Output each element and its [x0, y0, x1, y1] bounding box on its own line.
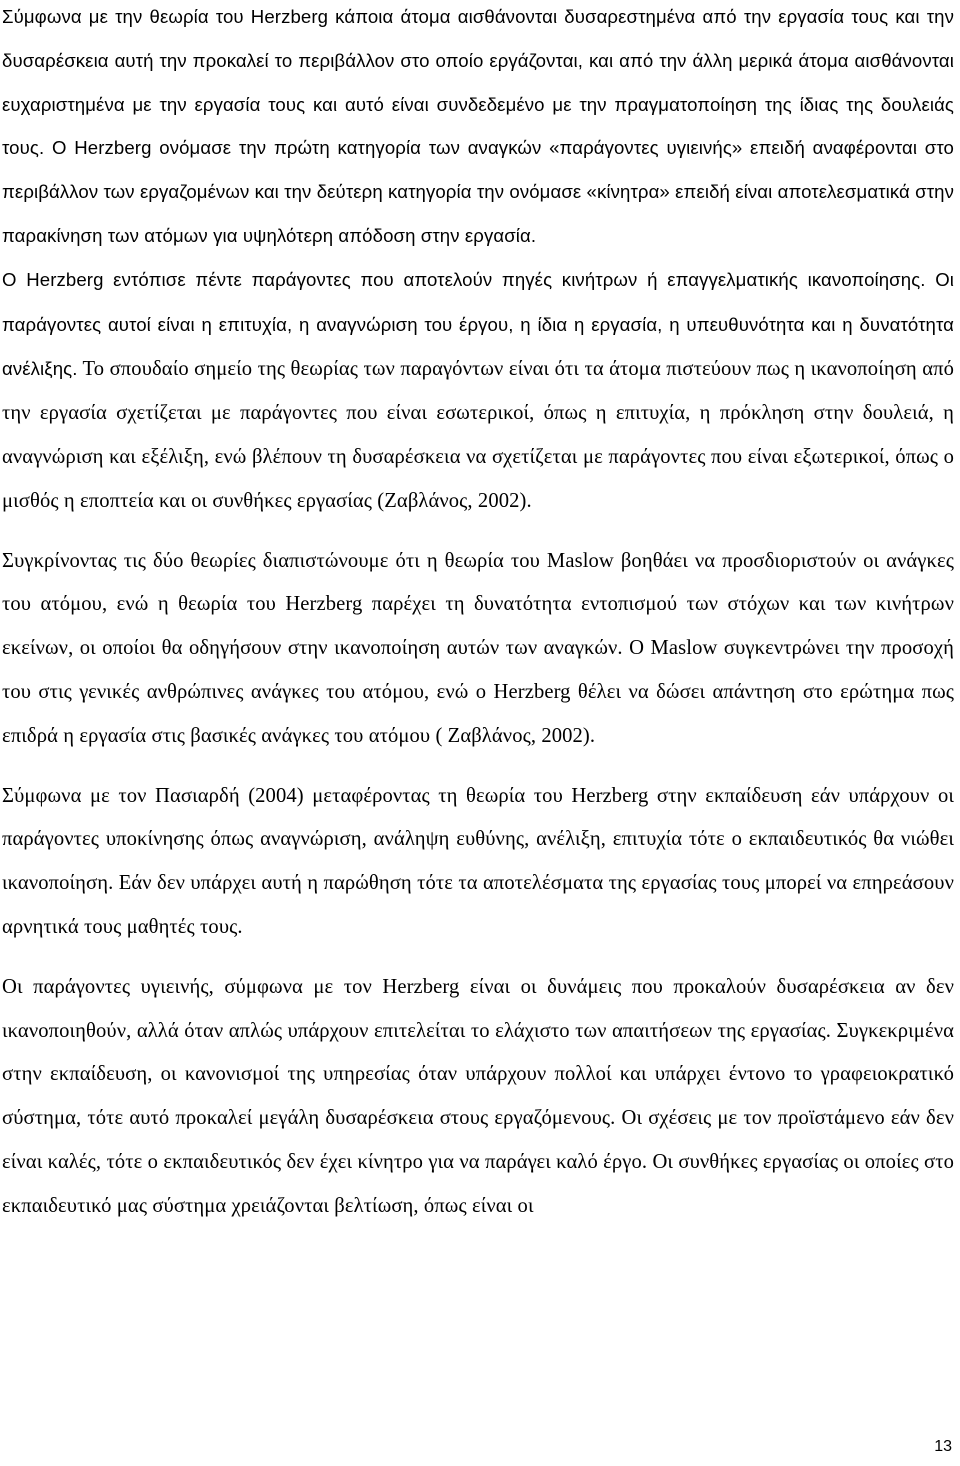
paragraph-hygiene-factors: [2, 966, 954, 1229]
paragraph-text: Σύμφωνα με την θεωρία του Herzberg κάποια άτομα αισθάνονται δυσαρεστημένα από την εργασία τους και την δυσαρέσκεια αυτή την προκαλεί το περιβάλλον στο οποίο εργάζονται, και από την άλλη μερικά άτομα αισθάνονται ευχαριστημένα με την εργασία τους και αυτό είναι συνδεδεμένο με την πραγματοποίηση της ίδιας της δουλειάς τους. Ο Herzberg ονόμασε την πρώτη κατηγορία των αναγκών «παράγοντες υγιεινής» επειδή αναφέρονται στο περιβάλλον των εργαζομένων και την δεύτερη κατηγορία την ονόμασε «κίνητρα» επειδή είναι αποτελεσματικά στην παρακίνηση των ατόμων για υψηλότερη απόδοση στην εργασία.: [2, 6, 954, 246]
page-number: 13: [934, 1438, 952, 1455]
paragraph-text: Συγκρίνοντας τις δύο θεωρίες διαπιστώνουμε ότι η θεωρία του Maslow βοηθάει να προσδιοριστούν οι ανάγκες του ατόμου, ενώ η θεωρία του Herzberg παρέχει τη δυνατότητα εντοπισμού των στόχων και των κινήτρων εκείνων, οι οποίοι θα οδηγήσουν στην ικανοποίηση αυτών των αναγκών. Ο Maslow συγκεντρώνει την προσοχή του στις γενικές ανθρώπινες ανάγκες του ατόμου, ενώ ο Herzberg θέλει να δώσει απάντηση στο ερώτημα πως επιδρά η εργασία στις βασικές ανάγκες του ατόμου ( Ζαβλάνος, 2002).: [2, 549, 954, 747]
document-body: [2, 0, 954, 1229]
paragraph-theory-comparison: [2, 540, 954, 759]
paragraph-text-serif: Το σπουδαίο σημείο της θεωρίας των παραγόντων είναι ότι τα άτομα πιστεύουν πως η ικανοποίηση από την εργασία σχετίζεται με παράγοντες που είναι εσωτερικοί, όπως η επιτυχία, η πρόκληση στην δουλειά, η αναγνώριση και εξέλιξη, ενώ βλέπουν τη δυσαρέσκεια να σχετίζεται με παράγοντες που είναι εξωτερικοί, όπως ο μισθός η εποπτεία και οι συνθήκες εργασίας (Ζαβλάνος, 2002).: [2, 358, 954, 512]
paragraph-text: Σύμφωνα με τον Πασιαρδή (2004) μεταφέροντας τη θεωρία του Herzberg στην εκπαίδευση εάν υπάρχουν οι παράγοντες υποκίνησης όπως αναγνώριση, ανάληψη ευθύνης, ανέλιξη, επιτυχία τότε ο εκπαιδευτικός θα νιώθει ικανοποίηση. Εάν δεν υπάρχει αυτή η παρώθηση τότε τα αποτελέσματα της εργασίας τους μπορεί να επηρεάσουν αρνητικά τους μαθητές τους.: [2, 784, 954, 938]
paragraph-text: Οι παράγοντες υγιεινής, σύμφωνα με τον Herzberg είναι οι δυνάμεις που προκαλούν δυσαρέσκεια αν δεν ικανοποιηθούν, αλλά όταν απλώς υπάρχουν επιτελείται το ελάχιστο των απαιτήσεων της εργασίας. Συγκεκριμένα στην εκπαίδευση, οι κανονισμοί της υπηρεσίας όταν υπάρχουν πολλοί και υπάρχει έντονο το γραφειοκρατικό σύστημα, τότε αυτό προκαλεί μεγάλη δυσαρέσκεια στους εργαζόμενους. Οι σχέσεις με τον προϊστάμενο εάν δεν είναι καλές, τότε ο εκπαιδευτικός δεν έχει κίνητρο για να παράγει καλό έργο. Οι συνθήκες εργασίας οι οποίες στο εκπαιδευτικό μας σύστημα χρειάζονται βελτίωση, όπως είναι οι: [2, 975, 954, 1217]
paragraph-motivation-factors: [2, 258, 954, 524]
paragraph-herzberg-theory: [2, 0, 954, 258]
paragraph-education-application: [2, 775, 954, 950]
paragraph-text-sans: Ο Herzberg εντόπισε πέντε παράγοντες που αποτελούν πηγές κινήτρων ή επαγγελματικής ικανοποίησης. Οι παράγοντες αυτοί είναι η επιτυχία, η αναγνώριση του έργου, η ίδια η εργασία, η υπευθυνότητα και η δυνατότητα ανέλιξης.: [2, 268, 954, 380]
